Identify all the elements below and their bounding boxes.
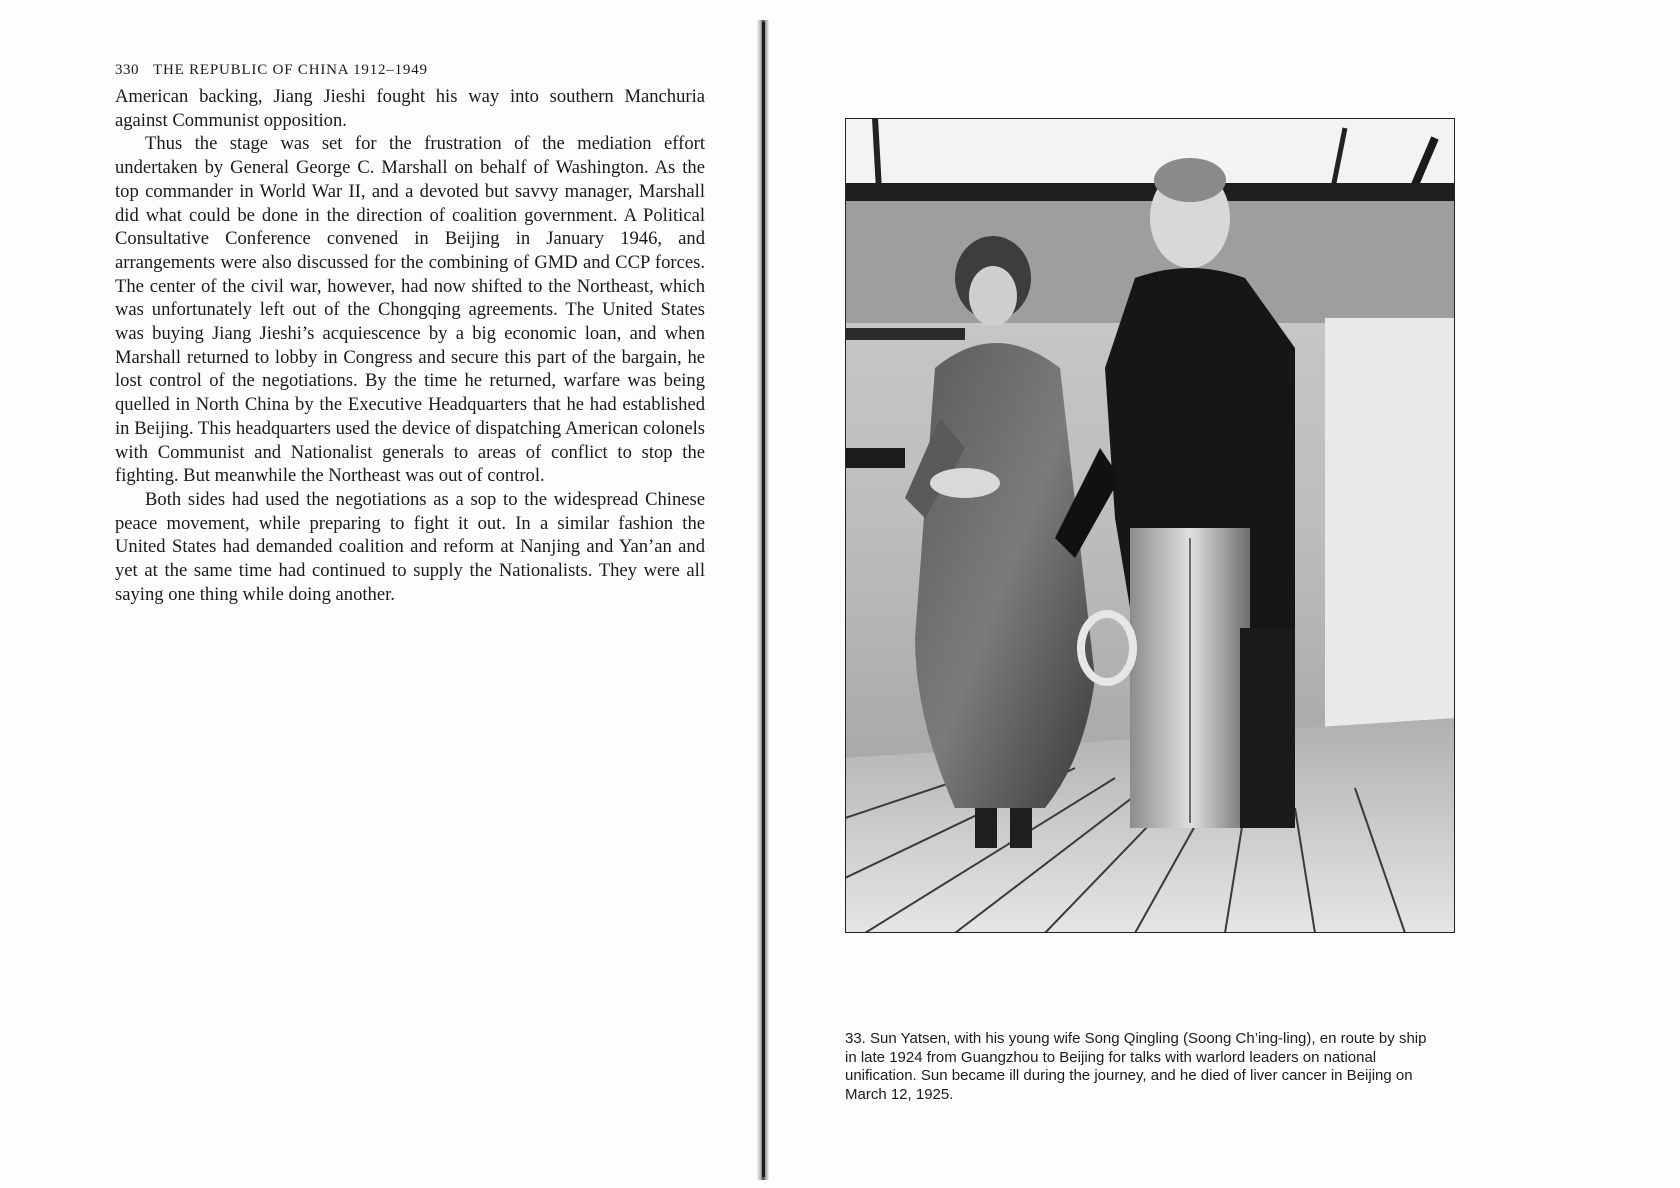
running-head — [115, 62, 705, 79]
left-page — [115, 62, 705, 606]
body-text — [115, 85, 705, 606]
page-number: 330 — [115, 62, 139, 78]
figure-caption: 33. Sun Yatsen, with his young wife Song Qingling (Soong Ch’ing-ling), en route by ship in late 1924 from Guangzhou to Beijing for talks with warlord leaders on national unification. Sun became ill during the journey, and he died of liver cancer in Beijing on March 12, 1925. — [845, 1030, 1427, 1103]
paragraph-3: Both sides had used the negotiations as a sop to the widespread Chinese peace movement, while preparing to fight it out. In a similar fashion the United States had demanded coalition and reform at Nanjing and Yan’an and yet at the same time had continued to supply the Nationalists. They were all saying one thing while doing another. — [115, 488, 705, 605]
figure-photo — [845, 118, 1455, 933]
paragraph-1: American backing, Jiang Jieshi fought his way into southern Manchuria against Communist opposition. — [115, 86, 705, 131]
book-spine-line — [762, 22, 765, 1177]
running-head-title: THE REPUBLIC OF CHINA 1912–1949 — [153, 62, 428, 78]
paragraph-2: Thus the stage was set for the frustration of the mediation effort undertaken by General George C. Marshall on behalf of Washington. As the top commander in World War II, and a devoted but savvy manager, Marshall did what could be done in the direction of coalition government. A Political Consultative Conference convened in Beijing in January 1946, and arrangements were also discussed for the combining of GMD and CCP forces. The center of the civil war, however, had now shifted to the Northeast, which was unfortunately left out of the Chongqing agreements. The United States was buying Jiang Jieshi’s acquiescence by a big economic loan, and when Marshall returned to lobby in Congress and secure this part of the bargain, he lost control of the negotiations. By the time he returned, warfare was being quelled in North China by the Executive Headquarters that he had established in Beijing. This headquarters used the device of dispatching American colonels with Communist and Nationalist generals to areas of conflict to stop the fighting. But meanwhile the Northeast was out of control. — [115, 133, 705, 487]
